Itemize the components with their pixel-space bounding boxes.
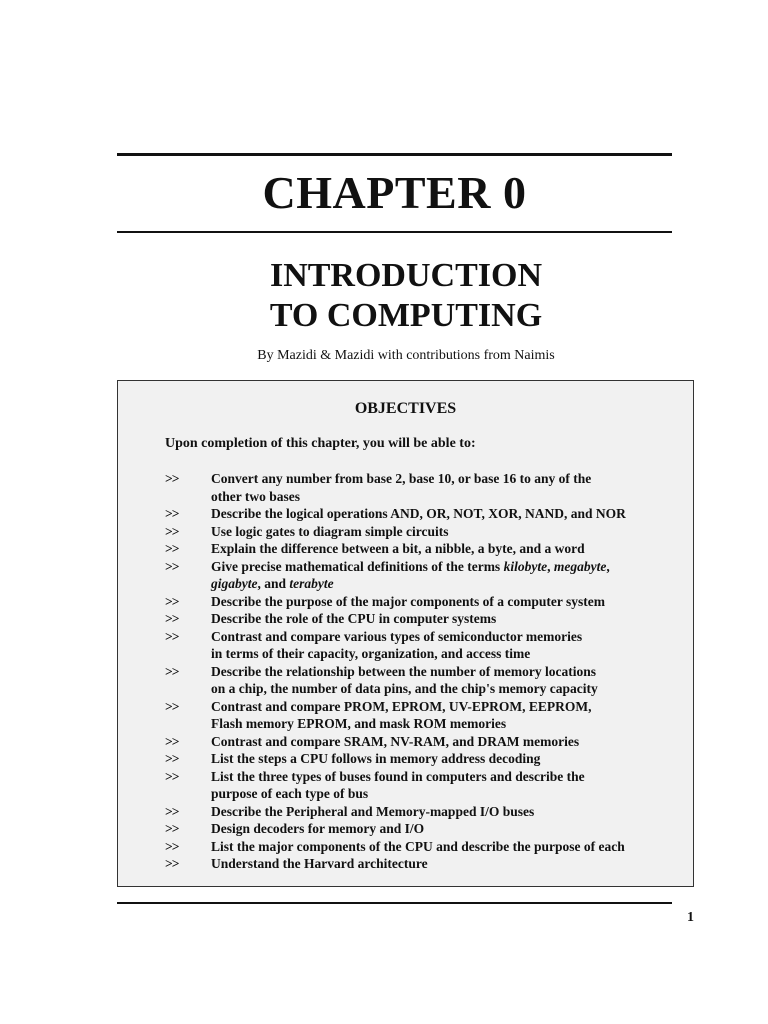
list-item — [0, 838, 626, 856]
list-item — [0, 820, 626, 838]
objectives-heading: OBJECTIVES — [354, 400, 457, 417]
chapter-title-line-1: INTRODUCTION — [269, 257, 543, 294]
objective-line: Contrast and compare PROM, EPROM, UV-EPROM, EEPROM, — [211, 698, 592, 714]
objective-line: Use logic gates to diagram simple circuits — [211, 523, 449, 539]
list-item — [0, 628, 626, 663]
chapter-heading: CHAPTER 0 — [262, 167, 527, 218]
list-item — [0, 750, 626, 768]
bullet-marker: >> — [165, 593, 179, 609]
objective-line — [211, 558, 626, 576]
chapter-rule — [117, 231, 672, 233]
page-number: 1 — [687, 910, 694, 925]
bullet-marker: >> — [165, 733, 179, 749]
bullet-marker: >> — [165, 523, 179, 539]
objective-line: Explain the difference between a bit, a nibble, a byte, and a word — [211, 541, 585, 556]
term-gigabyte: gigabyte — [211, 576, 258, 591]
list-item — [0, 505, 626, 523]
bullet-marker: >> — [165, 663, 179, 679]
bullet-marker: >> — [165, 558, 179, 574]
list-item — [0, 558, 626, 593]
list-item — [0, 733, 626, 751]
term-kilobyte: kilobyte — [503, 558, 548, 574]
objective-line: Contrast and compare various types of semiconductor memories — [211, 628, 583, 644]
list-item — [0, 803, 626, 821]
bullet-marker: >> — [165, 628, 179, 644]
objective-line: other two bases — [211, 488, 300, 504]
list-item — [0, 540, 626, 558]
bullet-marker: >> — [165, 471, 179, 486]
list-item — [0, 470, 626, 505]
bullet-marker: >> — [165, 611, 179, 626]
objective-text: Give precise mathematical definitions of the terms — [211, 558, 504, 574]
bullet-marker: >> — [165, 838, 179, 854]
objective-line: List the major components of the CPU and describe the purpose of each — [211, 838, 625, 854]
objective-line: List the steps a CPU follows in memory address decoding — [211, 751, 541, 766]
objective-line: Describe the purpose of the major components of a computer system — [211, 593, 605, 609]
objective-line: Describe the relationship between the number of memory locations — [211, 663, 596, 679]
bullet-marker: >> — [165, 698, 179, 714]
list-item — [0, 523, 626, 541]
objective-line: purpose of each type of bus — [211, 786, 369, 801]
term-megabyte: megabyte — [553, 558, 607, 574]
objective-line: List the three types of buses found in computers and describe the — [211, 768, 585, 784]
objective-line: Contrast and compare SRAM, NV-RAM, and DRAM memories — [211, 733, 580, 749]
list-item — [0, 698, 626, 733]
objective-line: Flash memory EPROM, and mask ROM memories — [211, 716, 507, 731]
author-byline: By Mazidi & Mazidi with contributions from Naimis — [257, 348, 555, 363]
bullet-marker: >> — [165, 803, 179, 819]
list-item — [0, 768, 626, 803]
objective-line — [211, 575, 626, 593]
objective-line: Understand the Harvard architecture — [211, 856, 428, 871]
list-item — [0, 663, 626, 698]
top-rule — [117, 153, 672, 156]
objectives-list — [0, 470, 626, 873]
chapter-title — [117, 256, 695, 336]
objective-line: Convert any number from base 2, base 10, or base 16 to any of the — [211, 471, 592, 486]
bullet-marker: >> — [165, 768, 179, 784]
objective-text: , — [547, 558, 554, 574]
objective-text: , — [606, 558, 610, 574]
list-item — [0, 593, 626, 611]
objective-line: Describe the logical operations AND, OR, NOT, XOR, NAND, and NOR — [211, 506, 626, 521]
objective-line: Design decoders for memory and I/O — [211, 821, 425, 836]
bullet-marker: >> — [165, 506, 179, 521]
objective-text: , and — [257, 576, 290, 591]
bullet-marker: >> — [165, 751, 179, 766]
bullet-marker: >> — [165, 541, 179, 556]
chapter-title-line-2: TO COMPUTING — [269, 297, 543, 334]
objective-line: Describe the role of the CPU in computer systems — [211, 611, 497, 626]
objective-line: on a chip, the number of data pins, and the chip's memory capacity — [211, 681, 598, 696]
list-item — [0, 610, 626, 628]
bullet-marker: >> — [165, 821, 179, 836]
list-item — [0, 855, 626, 873]
objective-line: in terms of their capacity, organization, and access time — [211, 646, 531, 661]
objectives-intro: Upon completion of this chapter, you will be able to: — [165, 436, 476, 451]
bullet-marker: >> — [165, 856, 179, 871]
term-terabyte: terabyte — [289, 576, 334, 591]
objective-line: Describe the Peripheral and Memory-mapped I/O buses — [211, 803, 535, 819]
footer-rule — [117, 902, 672, 904]
